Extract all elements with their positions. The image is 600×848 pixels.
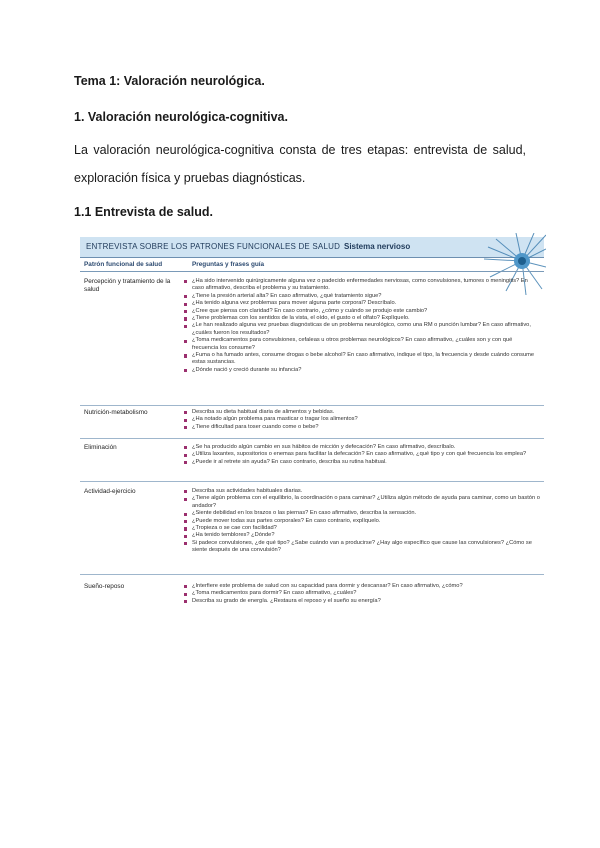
figure-title: ENTREVISTA SOBRE LOS PATRONES FUNCIONALES DE SALUD [86, 242, 341, 251]
pattern-label: Nutrición-metabolismo [84, 409, 148, 416]
pattern-label: Percepción y tratamiento de la salud [84, 278, 171, 293]
question-item: ¿Ha sido intervenido quirúrgicamente alguna vez o padecido enfermedades nerviosas, como convulsiones, tumores o meningitis? En caso afirmativo, describa el problema y su tratamiento. [184, 278, 540, 293]
interview-table-figure [80, 237, 544, 612]
question-item: Si padece convulsiones, ¿de qué tipo? ¿Sabe cuándo van a producirse? ¿Hay algo específico que cause las convulsiones? ¿Cómo se siente después de una convulsión? [184, 540, 540, 555]
pattern-label: Sueño-reposo [84, 583, 125, 590]
question-item: ¿Tropieza o se cae con facilidad? [184, 525, 540, 532]
section-divider [80, 405, 544, 406]
question-item: ¿Fuma o ha fumado antes, consume drogas o bebe alcohol? En caso afirmativo, indique el tipo, la frecuencia y desde cuándo consume estas sustancias. [184, 352, 540, 367]
question-item: ¿Puede mover todas sus partes corporales? En caso contrario, explíquelo. [184, 518, 540, 525]
question-item: ¿Tiene la presión arterial alta? En caso afirmativo, ¿qué tratamiento sigue? [184, 293, 540, 300]
pattern-label: Actividad-ejercicio [84, 488, 136, 495]
question-item: ¿Toma medicamentos para convulsiones, cefaleas u otros problemas neurológicos? En caso afirmativo, ¿cuáles son y con qué frecuencia los consume? [184, 337, 540, 352]
figure-subtitle: Sistema nervioso [344, 242, 411, 251]
question-item: ¿Cree que piensa con claridad? En caso contrario, ¿cómo y cuándo se produjo este cambio? [184, 308, 540, 315]
section-divider [80, 438, 544, 439]
question-item: ¿Interfiere este problema de salud con su capacidad para dormir y descansar? En caso afirmativo, ¿cómo? [184, 583, 540, 590]
section-divider [80, 481, 544, 482]
question-item: Describa sus actividades habituales diarias. [184, 488, 540, 495]
question-list [184, 583, 540, 605]
question-item: ¿Se ha producido algún cambio en sus hábitos de micción y defecación? En caso afirmativo, descríbalo. [184, 444, 540, 451]
question-item: Describa su dieta habitual diaria de alimentos y bebidas. [184, 409, 540, 416]
question-item: ¿Puede ir al retrete sin ayuda? En caso contrario, describa su rutina habitual. [184, 459, 540, 466]
question-item: ¿Toma medicamentos para dormir? En caso afirmativo, ¿cuáles? [184, 590, 540, 597]
figure-header-band [80, 237, 544, 258]
question-list [184, 488, 540, 555]
question-item: ¿Tiene dificultad para toser cuando come o bebe? [184, 424, 540, 431]
pattern-label: Eliminación [84, 444, 117, 451]
column-header-questions: Preguntas y frases guía [192, 261, 265, 268]
question-item: ¿Utiliza laxantes, supositorios o enemas para facilitar la defecación? En caso afirmativo, ¿qué tipo y con qué frecuencia los emplea? [184, 451, 540, 458]
question-item: ¿Siente debilidad en los brazos o las piernas? En caso afirmativo, describa la sensación. [184, 510, 540, 517]
question-item: ¿Le han realizado alguna vez pruebas diagnósticas de un problema neurológico, como una RM o punción lumbar? En caso afirmativo, ¿cuáles fueron los resultados? [184, 322, 540, 337]
question-item: ¿Dónde nació y creció durante su infancia? [184, 367, 540, 374]
question-item: ¿Ha tenido alguna vez problemas para mover alguna parte corporal? Descríbalo. [184, 300, 540, 307]
column-header-pattern: Patrón funcional de salud [84, 261, 163, 268]
question-item: ¿Ha notado algún problema para masticar o tragar los alimentos? [184, 416, 540, 423]
question-item: ¿Tiene problemas con los sentidos de la vista, el oído, el gusto o el olfato? Explíquelo. [184, 315, 540, 322]
document-title: Tema 1: Valoración neurológica. [74, 74, 265, 88]
section-divider [80, 574, 544, 575]
intro-paragraph: La valoración neurológica-cognitiva consta de tres etapas: entrevista de salud, exploración física y pruebas diagnósticas. [74, 143, 526, 185]
question-list [184, 444, 540, 466]
question-item: Describa su grado de energía. ¿Restaura el reposo y el sueño su energía? [184, 598, 540, 605]
column-header-divider [80, 271, 544, 272]
question-item: ¿Tiene algún problema con el equilibrio, la coordinación o para caminar? ¿Utiliza algún método de ayuda para caminar, como un bastón o andador? [184, 495, 540, 510]
question-list [184, 409, 540, 431]
question-item: ¿Ha tenido temblores? ¿Dónde? [184, 532, 540, 539]
question-list [184, 278, 540, 374]
section-heading: 1. Valoración neurológica-cognitiva. [74, 110, 288, 124]
subsection-heading: 1.1 Entrevista de salud. [74, 205, 213, 219]
